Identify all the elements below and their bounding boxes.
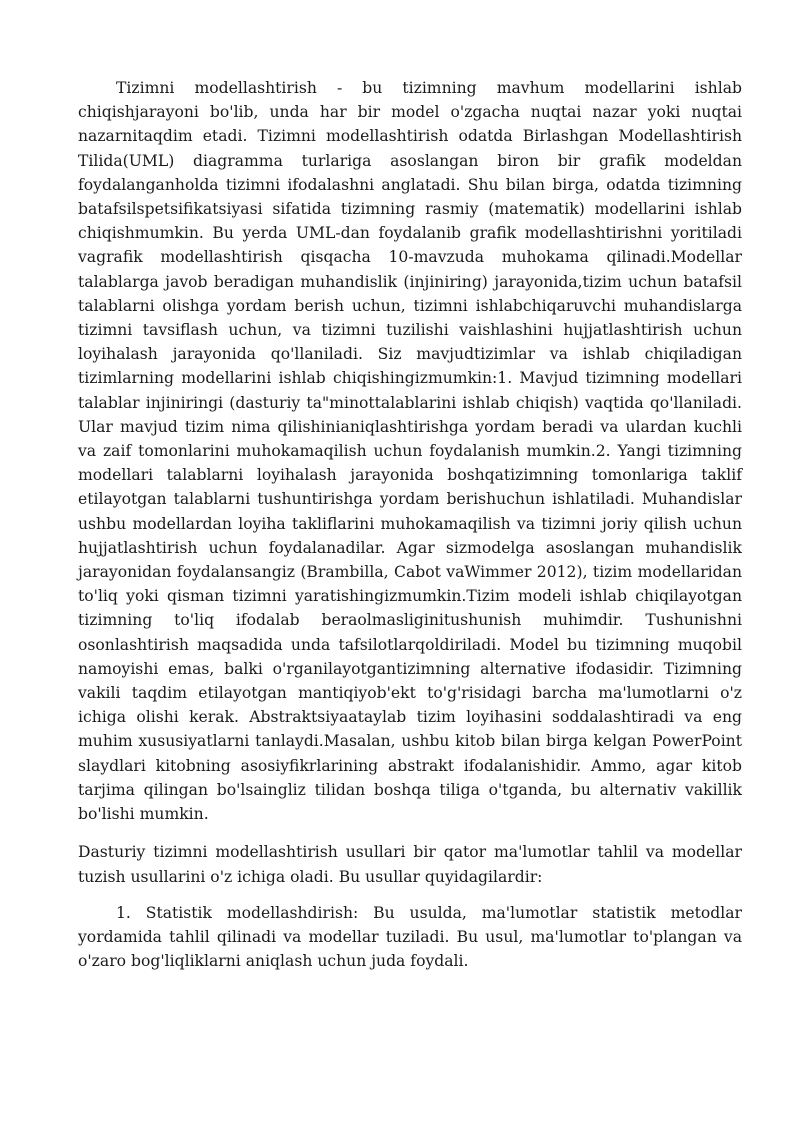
paragraph-modeling-methods-intro: Dasturiy tizimni modellashtirish usullari bir qator ma'lumotlar tahlil va modellar tuzish usullarini o'z ichiga oladi. Bu usullar quyidagilardir:	[78, 843, 742, 886]
paragraph-system-modeling-intro: Tizimni modellashtirish - bu tizimning mavhum modellarini ishlab chiqishjarayoni bo'lib, unda har bir model o'zgacha nuqtai nazar yoki nuqtai nazarnitaqdim etadi. Tizimni modellashtirish odatda Birlashgan Modellashtirish Tilida(UML) diagramma turlariga asoslangan biron bir grafik modeldan foydalanganholda tizimni ifodalashni anglatadi. Shu bilan birga, odatda tizimning batafsilspetsifikatsiyasi sifatida tizimning rasmiy (matematik) modellarini ishlab chiqishmumkin. Bu yerda UML-dan foydalanib grafik modellashtirishni yoritiladi vagrafik modellashtirish qisqacha 10-mavzuda muhokama qilinadi.Modellar talablarga javob beradigan muhandislik (injiniring) jarayonida,tizim uchun batafsil talablarni olishga yordam berish uchun, tizimni ishlabchiqaruvchi muhandislarga tizimni tavsiflash uchun, va tizimni tuzilishi vaishlashini hujjatlashtirish uchun loyihalash jarayonida qo'llaniladi. Siz mavjudtizimlar va ishlab chiqiladigan tizimlarning modellarini ishlab chiqishingizmumkin:1. Mavjud tizimning modellari talablar injiniringi (dasturiy ta"minottalablarini ishlab chiqish) vaqtida qo'llaniladi. Ular mavjud tizim nima qilishinianiqlashtirishga yordam beradi va ulardan kuchli va zaif tomonlarini muhokamaqilish uchun foydalanish mumkin.2. Yangi tizimning modellari talablarni loyihalash jarayonida boshqatizimning tomonlariga taklif etilayotgan talablarni tushuntirishga yordam berishuchun ishlatiladi. Muhandislar ushbu modellardan loyiha takliflarini muhokamaqilish va tizimni joriy qilish uchun hujjatlashtirish uchun foydalanadilar. Agar sizmodelga asoslangan muhandislik jarayonidan foydalansangiz (Brambilla, Cabot vaWimmer 2012), tizim modellaridan to'liq yoki qisman tizimni yaratishingizmumkin.Tizim modeli ishlab chiqilayotgan tizimning to'liq ifodalab beraolmasliginitushunish muhimdir. Tushunishni osonlashtirish maqsadida unda tafsilotlarqoldiriladi. Model bu tizimning muqobil namoyishi emas, balki o'rganilayotgantizimning alternative ifodasidir. Tizimning vakili taqdim etilayotgan mantiqiyob'ekt to'g'risidagi barcha ma'lumotlarni o'z ichiga olishi kerak. Abstraktsiyaataylab tizim loyihasini soddalashtiradi va eng muhim xususiyatlarni tanlaydi.Masalan, ushbu kitob bilan birga kelgan PowerPoint slaydlari kitobning asosiyfikrlarining abstrakt ifodalanishidir. Ammo, agar kitob tarjima qilingan bo'lsaingliz tilidan boshqa tiliga o'tganda, bu alternativ vakillik bo'lishi mumkin.	[78, 79, 742, 824]
document-page	[78, 76, 742, 973]
list-item-statistical-modeling: 1. Statistik modellashdirish: Bu usulda, ma'lumotlar statistik metodlar yordamida tahlil qilinadi va modellar tuziladi. Bu usul, ma'lumotlar to'plangan va o'zaro bog'liqliklarni aniqlash uchun juda foydali.	[78, 903, 742, 971]
